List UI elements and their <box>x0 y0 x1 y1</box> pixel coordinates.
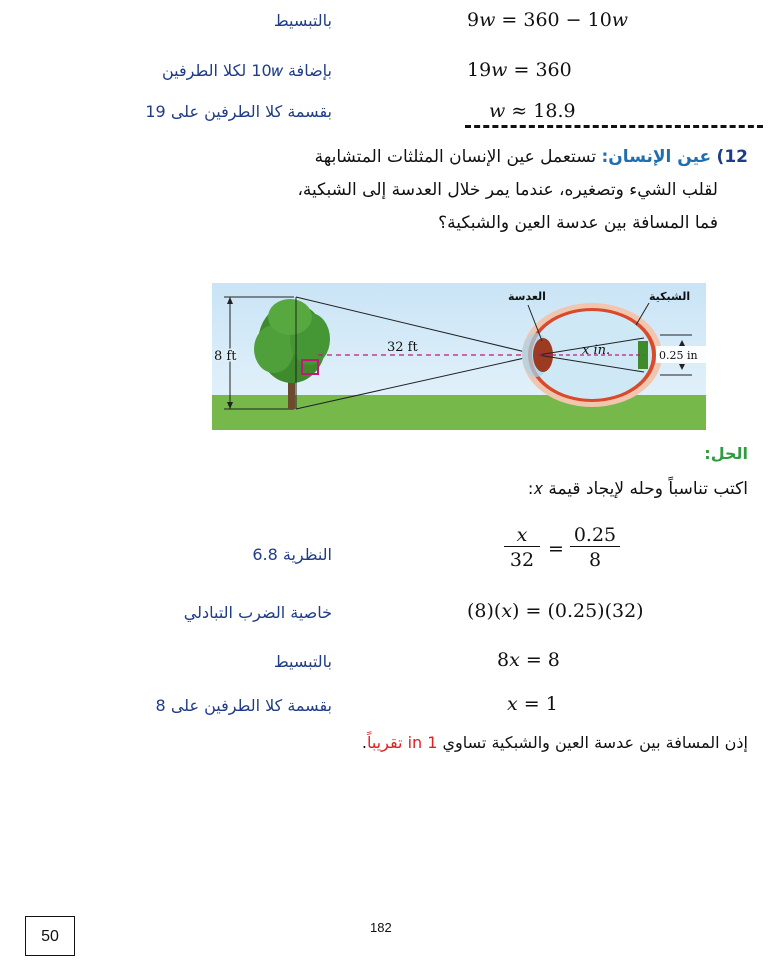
conclusion-period: . <box>361 733 367 752</box>
equation-step-2: 19𝑤 = 360 <box>467 59 572 81</box>
fraction-left-numerator: 𝑥 <box>516 524 528 546</box>
proportion-equation: 𝑥 32 = $\frac{0.25}{8}$ <box>504 524 624 584</box>
distance-label: 32 ft <box>387 340 418 355</box>
solution-heading: الحل: <box>704 444 748 463</box>
conclusion-answer: in 1 تقريباً <box>366 733 438 752</box>
fraction-right-numerator: 0.25 <box>573 524 617 546</box>
question-line-1 <box>315 147 748 167</box>
reason-step-1: بالتبسيط <box>273 11 332 30</box>
eye-similar-triangles-figure <box>212 283 706 430</box>
question-line-3: فما المسافة بين عدسة العين والشبكية؟ <box>438 213 718 233</box>
reason-solution-2: بالتبسيط <box>273 652 332 671</box>
equation-solution-2: 8𝑥 = 8 <box>497 649 560 671</box>
equation-solution-1: (8)(𝑥) = (0.25)(32) <box>467 600 644 622</box>
solution-intro: اكتب تناسباً وحله لإيجاد قيمة 𝑥: <box>527 479 748 499</box>
question-text-1: تستعمل عين الإنسان المثلثات المتشابهة <box>314 147 597 167</box>
equation-step-3: 𝑤 ≈ 18.9 <box>489 100 576 122</box>
grass <box>212 395 706 430</box>
conclusion-text: إذن المسافة بين عدسة العين والشبكية تساوي <box>442 733 748 752</box>
fraction-left-denominator: 32 <box>504 546 540 571</box>
reason-step-2: بإضافة 10𝑤 لكلا الطرفين <box>162 61 332 80</box>
section-divider <box>465 125 763 128</box>
question-title: عين الإنسان: <box>601 147 712 167</box>
reason-fraction: النظرية 6.8 <box>252 545 332 564</box>
question-number: 12) <box>716 147 748 167</box>
reason-solution-3: بقسمة كلا الطرفين على 8 <box>155 696 332 715</box>
page-number-center: 182 <box>370 920 392 935</box>
lens-label: العدسة <box>508 290 546 303</box>
question-line-2: لقلب الشيء وتصغيره، عندما يمر خلال العدسة إلى الشبكية، <box>297 180 718 200</box>
page-number-box: 50 <box>25 916 75 956</box>
reason-step-3: بقسمة كلا الطرفين على 19 <box>145 102 332 121</box>
equation-step-1: 9𝑤 = 360 − 10𝑤 <box>467 9 629 31</box>
fraction-right-denominator: 8 <box>570 546 620 571</box>
conclusion <box>362 733 748 752</box>
retina-label: الشبكية <box>649 290 691 303</box>
x-label: x in. <box>582 343 611 358</box>
tree-height-label: 8 ft <box>214 349 237 364</box>
reason-solution-1: خاصية الضرب التبادلي <box>183 603 332 622</box>
equation-solution-3: 𝑥 = 1 <box>507 693 558 715</box>
image-size-label: 0.25 in <box>659 349 698 362</box>
